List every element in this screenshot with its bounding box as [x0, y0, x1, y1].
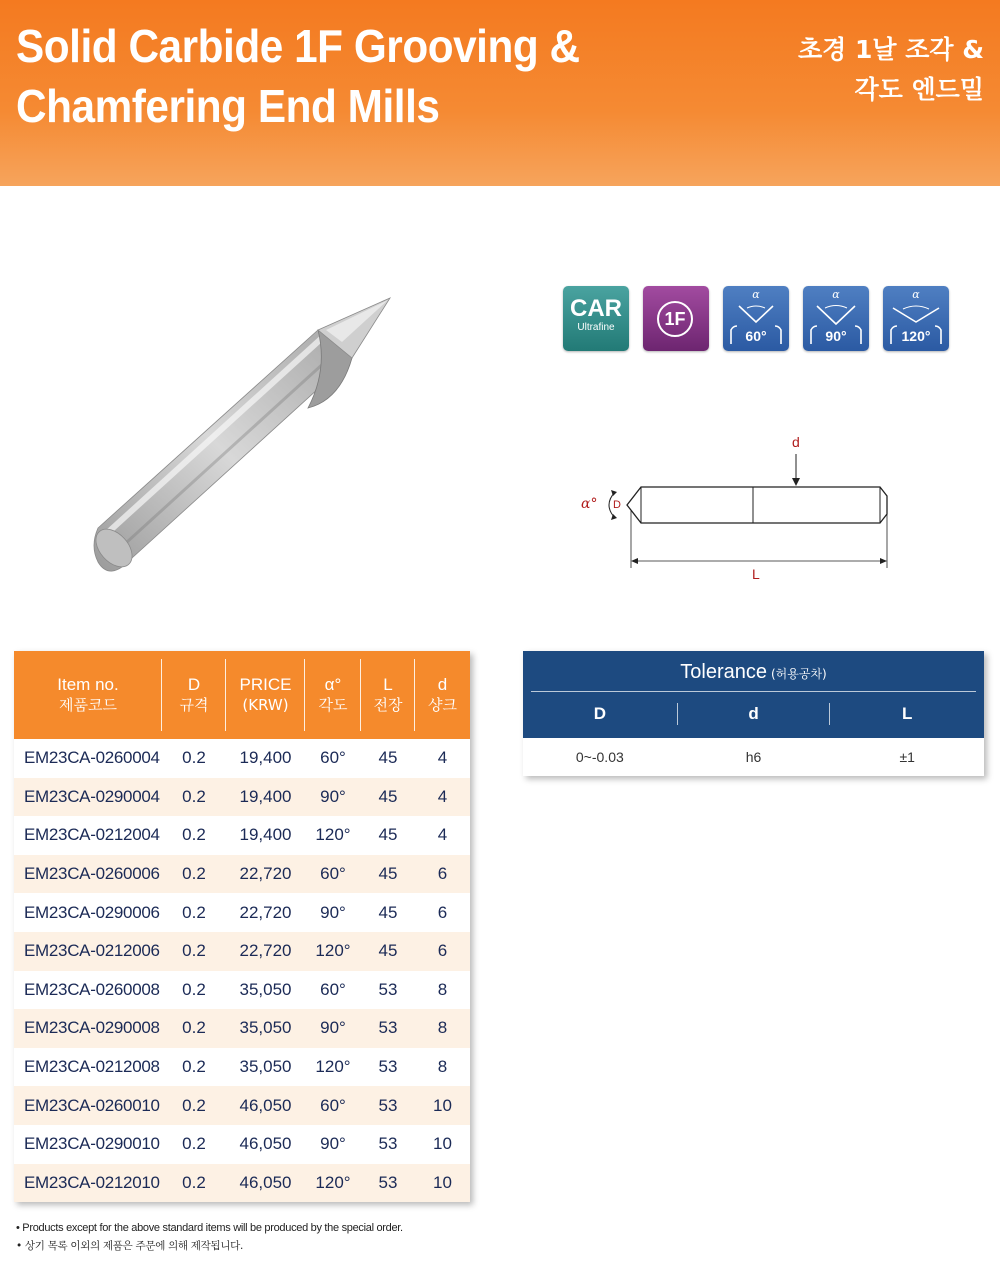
- diagram-label-shank-diameter: d: [792, 434, 800, 450]
- title-ko-line2: 각도 엔드밀: [854, 75, 984, 104]
- carbide-ultrafine-badge: [563, 286, 629, 351]
- page-title-korean: [724, 30, 984, 110]
- column-header: [226, 651, 305, 739]
- angle-90-badge: [803, 286, 869, 351]
- table-row: [14, 971, 470, 1010]
- table-cell: 22,720: [226, 893, 305, 932]
- tolerance-column-headers: [523, 701, 984, 727]
- table-row: [14, 1125, 470, 1164]
- item-code-cell: EM23CA-0290004: [14, 778, 162, 817]
- column-header: [162, 651, 226, 739]
- table-cell: 60°: [305, 1086, 361, 1125]
- table-cell: 45: [361, 816, 415, 855]
- tolerance-col-L: L: [901, 704, 913, 723]
- badge-alpha-symbol: α: [912, 288, 920, 301]
- column-header-en: PRICE: [239, 675, 292, 694]
- table-cell: 0.2: [162, 1164, 226, 1203]
- angle-60-badge: [723, 286, 789, 351]
- tolerance-col-D: D: [593, 704, 606, 723]
- column-header-ko: 샹크: [428, 696, 457, 714]
- column-header-ko: 각도: [318, 696, 348, 714]
- table-row: [14, 893, 470, 932]
- item-code-cell: EM23CA-0260010: [14, 1086, 162, 1125]
- title-ko-line1: 초경 1날 조각 &: [797, 35, 984, 64]
- table-row: [14, 1009, 470, 1048]
- table-cell: 45: [361, 739, 415, 778]
- tolerance-value-d: h6: [745, 749, 762, 765]
- table-cell: 46,050: [226, 1164, 305, 1203]
- diagram-label-tip-diameter: D: [613, 499, 621, 511]
- table-cell: 22,720: [226, 932, 305, 971]
- table-cell: 0.2: [162, 855, 226, 894]
- column-header-en: α°: [324, 675, 342, 694]
- table-cell: 0.2: [162, 739, 226, 778]
- table-cell: 90°: [305, 1009, 361, 1048]
- footnote-ko: • 상기 목록 이외의 제품은 주문에 의해 제작됩니다.: [16, 1240, 244, 1252]
- table-cell: 120°: [305, 1164, 361, 1203]
- table-cell: 35,050: [226, 1048, 305, 1087]
- angle-120-badge: [883, 286, 949, 351]
- table-cell: 0.2: [162, 1048, 226, 1087]
- item-code-cell: EM23CA-0212004: [14, 816, 162, 855]
- table-cell: 0.2: [162, 971, 226, 1010]
- end-mill-product-image: [90, 290, 400, 590]
- table-cell: 4: [415, 739, 470, 778]
- table-cell: 4: [415, 778, 470, 817]
- table-cell: 10: [415, 1164, 470, 1203]
- column-header-en: Item no.: [57, 675, 119, 694]
- table-cell: 53: [361, 1086, 415, 1125]
- table-cell: 60°: [305, 971, 361, 1010]
- column-header-en: d: [437, 675, 448, 694]
- tolerance-value-D: 0~-0.03: [575, 749, 624, 765]
- table-cell: 10: [415, 1086, 470, 1125]
- badge-angle-value: 120°: [901, 328, 931, 344]
- column-header-ko: 제품코드: [59, 696, 117, 714]
- items-table: [14, 651, 470, 1202]
- title-en-line2: Chamfering End Mills: [16, 80, 440, 132]
- column-header: [305, 651, 361, 739]
- table-cell: 8: [415, 1048, 470, 1087]
- tolerance-title-en: Tolerance: [680, 661, 767, 683]
- item-code-cell: EM23CA-0290008: [14, 1009, 162, 1048]
- single-flute-badge: [643, 286, 709, 351]
- diagram-label-angle: α°: [581, 496, 598, 512]
- tolerance-title-ko: (허용공차): [770, 667, 827, 681]
- table-cell: 19,400: [226, 816, 305, 855]
- item-code-cell: EM23CA-0290006: [14, 893, 162, 932]
- table-cell: 19,400: [226, 739, 305, 778]
- feature-badges: [563, 286, 949, 351]
- badge-car-label: CAR: [570, 295, 622, 322]
- table-cell: 46,050: [226, 1086, 305, 1125]
- item-code-cell: EM23CA-0290010: [14, 1125, 162, 1164]
- table-cell: 0.2: [162, 1086, 226, 1125]
- table-cell: 120°: [305, 1048, 361, 1087]
- table-cell: 35,050: [226, 971, 305, 1010]
- table-cell: 6: [415, 893, 470, 932]
- column-header-en: D: [187, 675, 201, 694]
- footnotes: [16, 1219, 403, 1255]
- tolerance-values-row: [523, 738, 984, 776]
- table-cell: 53: [361, 1164, 415, 1203]
- footnote-en: • Products except for the above standard items will be produced by the special order.: [16, 1222, 403, 1234]
- table-cell: 35,050: [226, 1009, 305, 1048]
- tolerance-header: [523, 651, 984, 738]
- table-cell: 19,400: [226, 778, 305, 817]
- badge-1f-label: 1F: [657, 301, 693, 337]
- table-cell: 0.2: [162, 1009, 226, 1048]
- table-cell: 120°: [305, 816, 361, 855]
- badge-alpha-symbol: α: [752, 288, 760, 301]
- items-table-container: [14, 651, 470, 1202]
- table-row: [14, 778, 470, 817]
- table-row: [14, 1086, 470, 1125]
- dimension-diagram: [575, 430, 905, 590]
- diagram-label-length: L: [752, 566, 760, 582]
- column-header-ko: (KRW): [242, 696, 289, 714]
- table-cell: 53: [361, 1009, 415, 1048]
- table-cell: 60°: [305, 739, 361, 778]
- column-header-ko: 전장: [373, 696, 403, 714]
- table-row: [14, 932, 470, 971]
- table-header-row: [14, 651, 470, 739]
- table-cell: 6: [415, 855, 470, 894]
- table-row: [14, 855, 470, 894]
- tolerance-value-L: ±1: [899, 749, 915, 765]
- table-cell: 0.2: [162, 893, 226, 932]
- table-cell: 60°: [305, 855, 361, 894]
- table-cell: 45: [361, 855, 415, 894]
- table-row: [14, 816, 470, 855]
- tolerance-col-d: d: [677, 701, 831, 727]
- item-code-cell: EM23CA-0260004: [14, 739, 162, 778]
- item-code-cell: EM23CA-0260006: [14, 855, 162, 894]
- badge-alpha-symbol: α: [832, 288, 840, 301]
- badge-car-sublabel: Ultrafine: [577, 322, 615, 333]
- table-row: [14, 1164, 470, 1203]
- item-code-cell: EM23CA-0260008: [14, 971, 162, 1010]
- table-cell: 0.2: [162, 932, 226, 971]
- header-banner: [0, 0, 1000, 186]
- table-row: [14, 739, 470, 778]
- table-cell: 6: [415, 932, 470, 971]
- table-cell: 10: [415, 1125, 470, 1164]
- column-header-ko: 규격: [179, 696, 209, 714]
- table-cell: 90°: [305, 1125, 361, 1164]
- divider: [531, 691, 976, 692]
- table-cell: 90°: [305, 893, 361, 932]
- column-header-en: L: [383, 675, 393, 694]
- tolerance-title: [523, 661, 984, 684]
- table-cell: 4: [415, 816, 470, 855]
- title-en-line1: Solid Carbide 1F Grooving &: [16, 20, 580, 72]
- column-header: [415, 651, 470, 739]
- table-cell: 45: [361, 932, 415, 971]
- end-mill-outline-drawing: [575, 430, 905, 590]
- column-header: [14, 651, 162, 739]
- page-title: [16, 16, 605, 136]
- table-cell: 45: [361, 778, 415, 817]
- table-cell: 0.2: [162, 778, 226, 817]
- table-cell: 45: [361, 893, 415, 932]
- table-cell: 53: [361, 971, 415, 1010]
- badge-angle-value: 60°: [745, 328, 767, 344]
- table-row: [14, 1048, 470, 1087]
- table-cell: 8: [415, 1009, 470, 1048]
- items-table-body: [14, 739, 470, 1202]
- table-cell: 46,050: [226, 1125, 305, 1164]
- table-cell: 53: [361, 1048, 415, 1087]
- table-cell: 120°: [305, 932, 361, 971]
- table-cell: 90°: [305, 778, 361, 817]
- table-cell: 8: [415, 971, 470, 1010]
- table-cell: 22,720: [226, 855, 305, 894]
- badge-angle-value: 90°: [825, 328, 847, 344]
- column-header: [361, 651, 415, 739]
- table-cell: 0.2: [162, 816, 226, 855]
- item-code-cell: EM23CA-0212006: [14, 932, 162, 971]
- table-cell: 0.2: [162, 1125, 226, 1164]
- item-code-cell: EM23CA-0212008: [14, 1048, 162, 1087]
- tolerance-table: [523, 651, 984, 776]
- item-code-cell: EM23CA-0212010: [14, 1164, 162, 1203]
- table-cell: 53: [361, 1125, 415, 1164]
